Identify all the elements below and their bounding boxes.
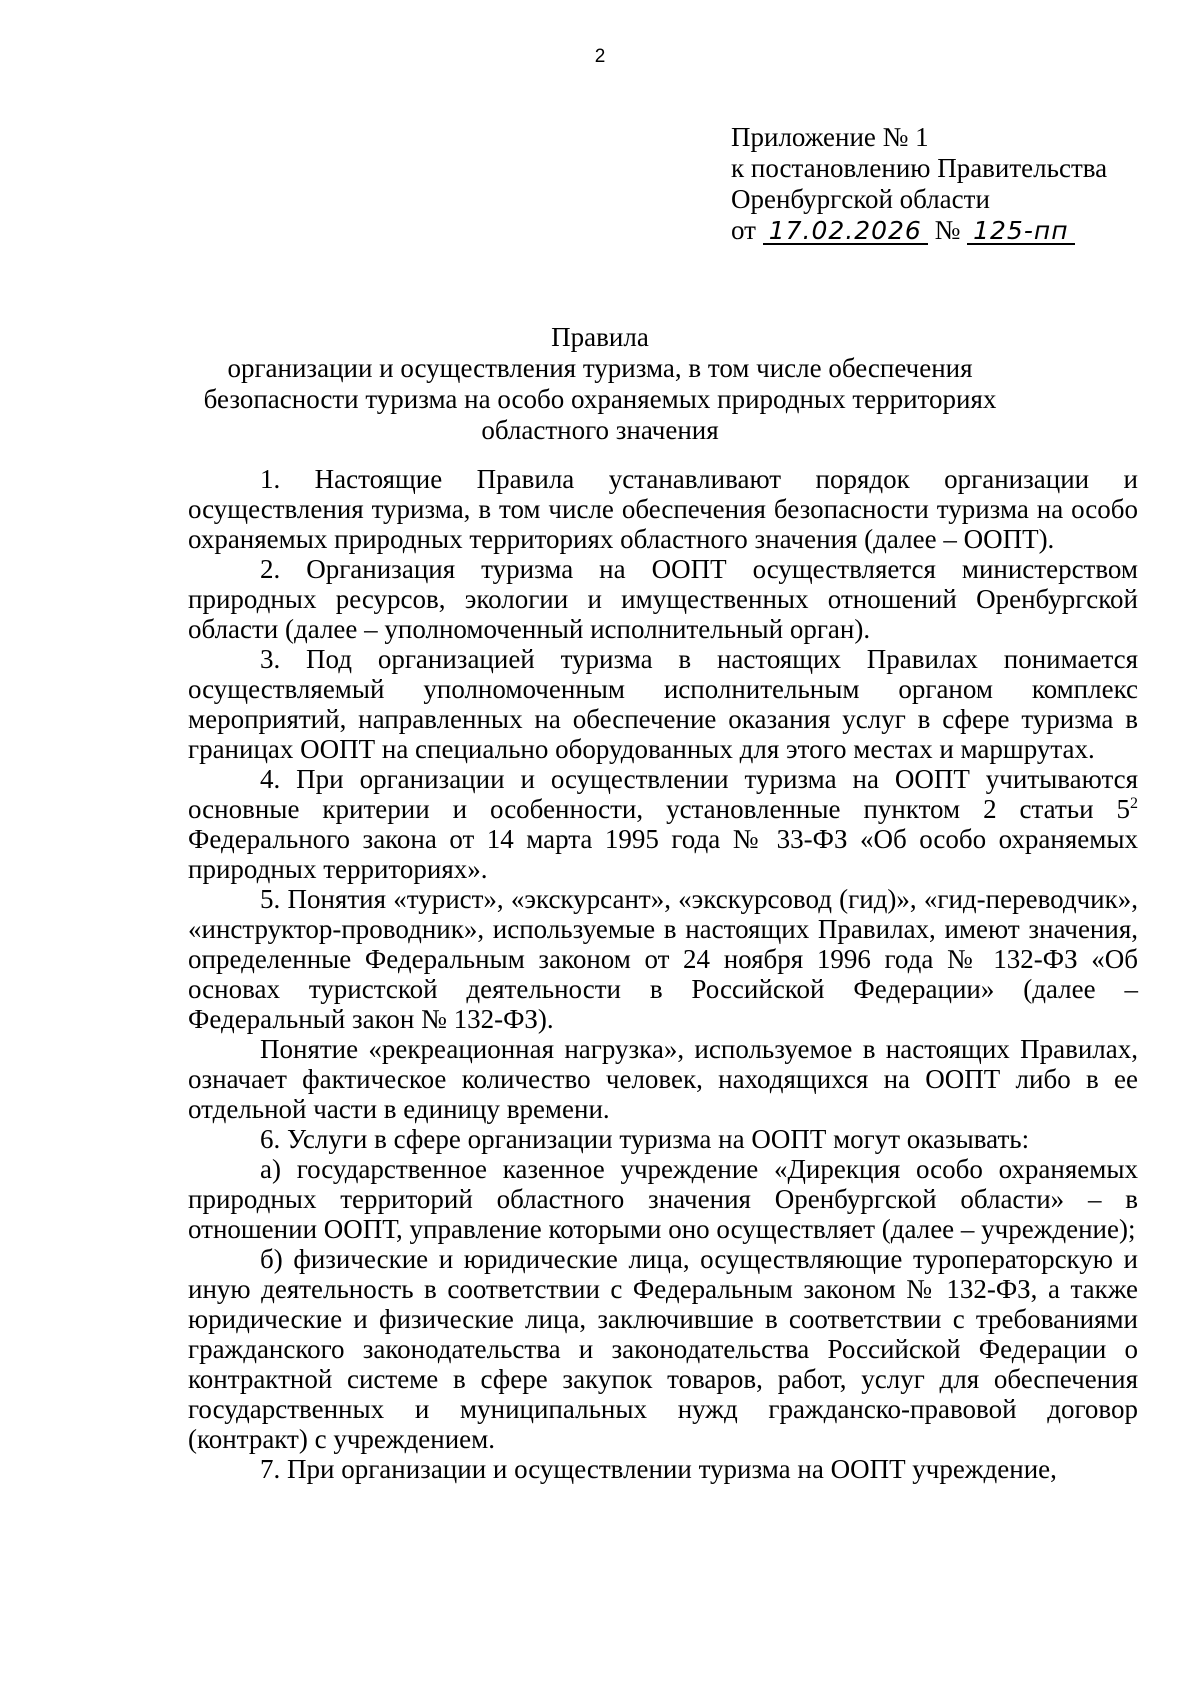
paragraph-6-b: б) физические и юридические лица, осуществляющие туроператорскую и иную деятельность в соответствии с Федеральным законом № 132-ФЗ, а также юридические и физические лица, заключившие в соответствии с требованиями гражданского законодательства и законодательства Российской Федерации о контрактной системе в сфере закупок товаров, работ, услуг для обеспечения государственных и муниципальных нужд гражданско-правовой договор (контракт) с учреждением. <box>188 1244 1138 1454</box>
document-title <box>0 322 1200 446</box>
paragraph-4-superscript: 2 <box>1130 795 1138 812</box>
paragraph-6: 6. Услуги в сфере организации туризма на ООПТ могут оказывать: <box>260 1124 1030 1154</box>
paragraph-2: 2. Организация туризма на ООПТ осуществляется министерством природных ресурсов, экологии и имущественных отношений Оренбургской области (далее – уполномоченный исполнительный орган). <box>188 554 1138 644</box>
appendix-date-line <box>731 215 1107 246</box>
date-prefix: от <box>731 215 756 245</box>
paragraph-4 <box>188 764 1138 884</box>
page-number: 2 <box>594 46 606 67</box>
appendix-line-1: Приложение № 1 <box>731 122 929 152</box>
number-prefix: № <box>934 215 961 245</box>
title-line-1: организации и осуществления туризма, в том числе обеспечения <box>227 353 973 383</box>
paragraph-4-text-a: 4. При организации и осуществлении туризма на ООПТ учитываются основные критерии и особенности, установленные пунктом 2 статьи 5 <box>188 764 1138 824</box>
paragraph-3: 3. Под организацией туризма в настоящих Правилах понимается осуществляемый уполномоченным исполнительным органом комплекс мероприятий, направленных на обеспечение оказания услуг в сфере туризма в границах ООПТ на специально оборудованных для этого местах и маршрутах. <box>188 644 1138 764</box>
title-line-3: областного значения <box>481 415 719 445</box>
paragraph-5-recreational-load: Понятие «рекреационная нагрузка», используемое в настоящих Правилах, означает фактическое количество человек, находящихся на ООПТ либо в ее отдельной части в единицу времени. <box>188 1034 1138 1124</box>
appendix-line-3: Оренбургской области <box>731 184 990 214</box>
appendix-line-2: к постановлению Правительства <box>731 153 1108 183</box>
appendix-block <box>731 122 1107 246</box>
paragraph-7: 7. При организации и осуществлении туризма на ООПТ учреждение, <box>260 1454 1057 1484</box>
title-line-2: безопасности туризма на особо охраняемых природных территориях <box>203 384 997 414</box>
title-heading: Правила <box>551 322 649 352</box>
paragraph-6-a: а) государственное казенное учреждение «Дирекция особо охраняемых природных территорий областного значения Оренбургской области» – в отношении ООПТ, управление которыми оно осуществляет (далее – учреждение); <box>188 1154 1138 1244</box>
paragraph-4-text-b: Федерального закона от 14 марта 1995 года № 33-ФЗ «Об особо охраняемых природных территориях». <box>188 824 1138 884</box>
paragraph-1: 1. Настоящие Правила устанавливают порядок организации и осуществления туризма, в том числе обеспечения безопасности туризма на особо охраняемых природных территориях областного значения (далее – ООПТ). <box>188 464 1138 554</box>
handwritten-date: 17.02.2026 <box>763 219 928 245</box>
document-body <box>188 464 1138 1484</box>
paragraph-5: 5. Понятия «турист», «экскурсант», «экскурсовод (гид)», «гид-переводчик», «инструктор-проводник», используемые в настоящих Правилах, имеют значения, определенные Федеральным законом от 24 ноября 1996 года № 132-ФЗ «Об основах туристской деятельности в Российской Федерации» (далее – Федеральный закон № 132-ФЗ). <box>188 884 1138 1034</box>
handwritten-number: 125-пп <box>967 219 1074 245</box>
